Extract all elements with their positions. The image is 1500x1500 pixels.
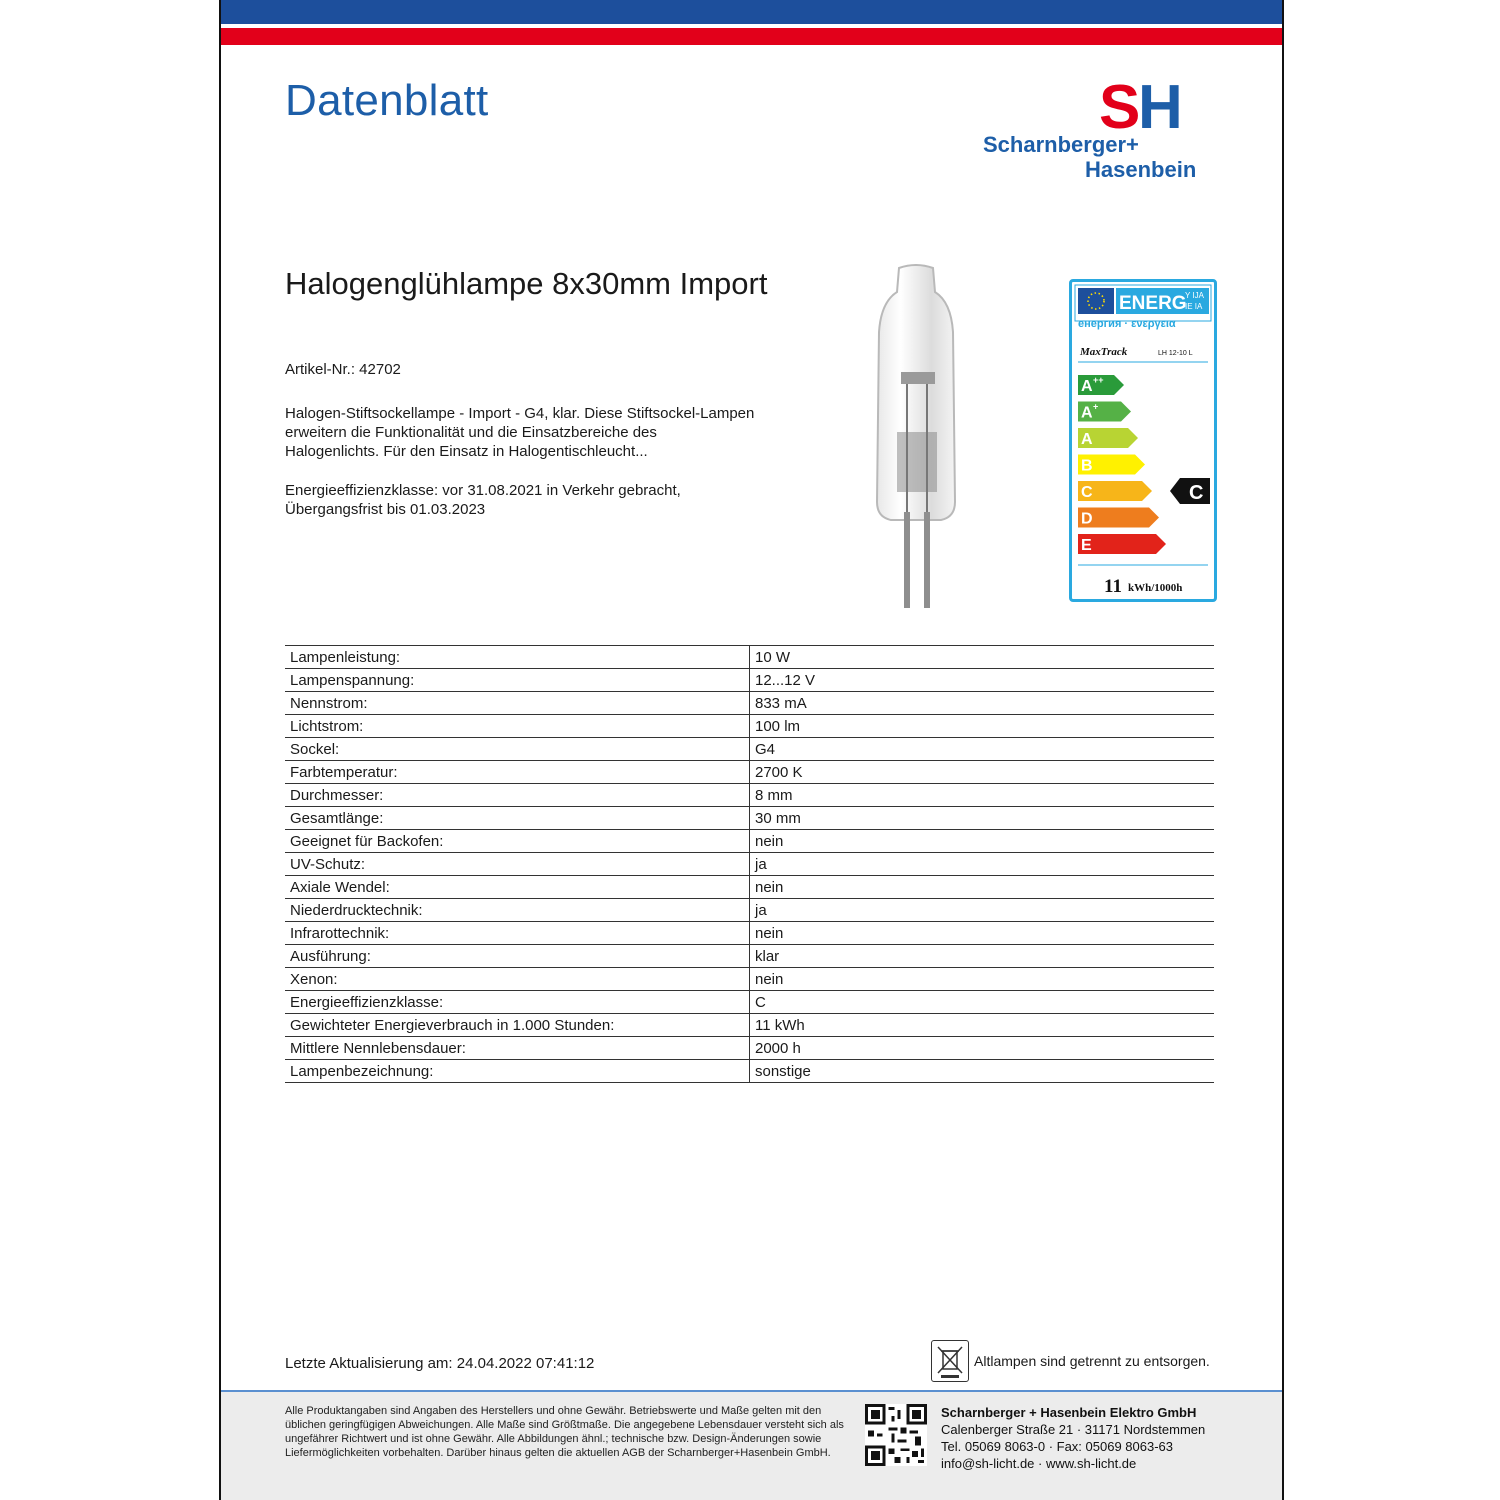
table-row [285,692,1214,715]
energy-class-superscript: + [1093,401,1099,412]
eu-flag-icon [1078,288,1114,314]
spec-value: 100 lm [750,715,1215,738]
spec-key: Gesamtlänge: [285,807,750,830]
table-row [285,784,1214,807]
page-title: Datenblatt [285,76,489,125]
spec-value: 30 mm [750,807,1215,830]
table-row [285,876,1214,899]
energy-label-header-suffix1: Y IJA [1185,291,1204,300]
spec-key: Durchmesser: [285,784,750,807]
spec-value: G4 [750,738,1215,761]
energy-label-brand: MaxTrack [1080,346,1128,358]
table-row [285,669,1214,692]
spec-value: nein [750,876,1215,899]
spec-value: nein [750,830,1215,853]
spec-value: ja [750,899,1215,922]
product-description: Halogen-Stiftsockellampe - Import - G4, klar. Diese Stiftsockel-Lampen erweitern die Funktionalität und die Einsatzbereiche des Halogenlichts. Für den Einsatz in Halogentischleucht... [285,405,755,460]
spec-key: Lampenbezeichnung: [285,1060,750,1083]
table-row [285,899,1214,922]
spec-value: 10 W [750,646,1215,669]
table-row [285,715,1214,738]
spec-key: Nennstrom: [285,692,750,715]
spec-key: UV-Schutz: [285,853,750,876]
table-row [285,1060,1214,1083]
header-blue-bar [221,0,1282,24]
energy-label-header: ENERG [1119,293,1187,314]
energy-label [1069,279,1217,602]
energy-class-note: Energieeffizienzklasse: vor 31.08.2021 in Verkehr gebracht, Übergangsfrist bis 01.03.2023 [285,482,681,518]
company-contact [941,1404,1205,1472]
spec-value: 2700 K [750,761,1215,784]
table-row [285,1037,1214,1060]
energy-label-subtitle: енергия · ενεργεια [1078,318,1176,330]
energy-label-header-suffix2: IE IA [1185,302,1203,311]
spec-key: Mittlere Nennlebensdauer: [285,1037,750,1060]
brand-name-line1: Scharnberger+ [983,132,1139,157]
spec-key: Lichtstrom: [285,715,750,738]
energy-class-letter: A [1081,431,1093,448]
table-row [285,853,1214,876]
logo-h-letter: H [1138,73,1183,142]
energy-consumption-value: 11 [1104,576,1122,597]
weee-disposal-note: Altlampen sind getrennt zu entsorgen. [974,1353,1210,1369]
energy-class-letter: D [1081,510,1093,528]
spec-value: 833 mA [750,692,1215,715]
datasheet-page [219,0,1284,1500]
spec-value: 8 mm [750,784,1215,807]
table-row [285,830,1214,853]
last-updated: Letzte Aktualisierung am: 24.04.2022 07:41:12 [285,1355,595,1372]
table-row [285,738,1214,761]
company-address: Calenberger Straße 21 · 31171 Nordstemmen [941,1422,1206,1437]
spec-key: Niederdrucktechnik: [285,899,750,922]
spec-key: Geeignet für Backofen: [285,830,750,853]
spec-key: Lampenleistung: [285,646,750,669]
table-row [285,807,1214,830]
lamp-product-image [861,262,971,612]
company-phone: Tel. 05069 8063-0 · Fax: 05069 8063-63 [941,1439,1174,1454]
spec-value: 11 kWh [750,1014,1215,1037]
spec-key: Xenon: [285,968,750,991]
energy-label-model: LH 12-10 L [1158,350,1193,357]
energy-class-letter: E [1081,537,1092,554]
spec-key: Ausführung: [285,945,750,968]
energy-rating-letter: C [1189,482,1204,504]
spec-key: Farbtemperatur: [285,761,750,784]
table-row [285,968,1214,991]
qr-code-icon [865,1404,927,1466]
table-row [285,922,1214,945]
spec-key: Sockel: [285,738,750,761]
spec-key: Gewichteter Energieverbrauch in 1.000 Stunden: [285,1014,750,1037]
spec-value: sonstige [750,1060,1215,1083]
spec-key: Axiale Wendel: [285,876,750,899]
spec-value: nein [750,968,1215,991]
spec-value: nein [750,922,1215,945]
header-red-bar [221,28,1282,45]
table-row [285,945,1214,968]
article-number: Artikel-Nr.: 42702 [285,361,401,378]
spec-key: Energieeffizienzklasse: [285,991,750,1014]
specs-table [285,645,1214,1083]
spec-value: C [750,991,1215,1014]
energy-label-graphic [1072,282,1214,599]
energy-class-letter: C [1081,484,1093,501]
energy-class-letter: B [1081,457,1093,475]
company-web[interactable]: info@sh-licht.de · www.sh-licht.de [941,1456,1137,1471]
table-row [285,646,1214,669]
footer [221,1390,1282,1500]
spec-key: Lampenspannung: [285,669,750,692]
spec-value: klar [750,945,1215,968]
spec-value: 12...12 V [750,669,1215,692]
energy-class-superscript: ++ [1093,375,1104,385]
logo-s-letter: S [1099,73,1141,142]
table-row [285,1014,1214,1037]
spec-value: 2000 h [750,1037,1215,1060]
weee-bin-icon [931,1340,969,1382]
energy-class-scale [1078,375,1166,554]
energy-class-letter: A [1081,378,1093,395]
spec-key: Infrarottechnik: [285,922,750,945]
company-name: Scharnberger + Hasenbein Elektro GmbH [941,1405,1197,1420]
energy-class-letter: A [1081,404,1093,422]
brand-name-line2: Hasenbein [1085,157,1197,182]
spec-value: ja [750,853,1215,876]
table-row [285,991,1214,1014]
footer-disclaimer: Alle Produktangaben sind Angaben des Herstellers und ohne Gewähr. Betriebswerte und Maße gelten mit den üblichen geringfügigen Abweichungen. Alle Maße sind Größtmaße. Die angegebene Lebensdauer versteht sich als ungefährer Richtwert und ist ohne Gewähr. Alle Abbildungen ähnl.; technische bzw. Design-Änderungen sowie Liefermöglichkeiten vorbehalten. Darüber hinaus gelten die aktuellen AGB der Scharnberger+Hasenbein GmbH. [285,1405,844,1459]
energy-rating-indicator [1170,478,1210,504]
product-title: Halogenglühlampe 8x30mm Import [285,266,768,301]
table-row [285,761,1214,784]
energy-consumption-unit: kWh/1000h [1128,582,1183,594]
